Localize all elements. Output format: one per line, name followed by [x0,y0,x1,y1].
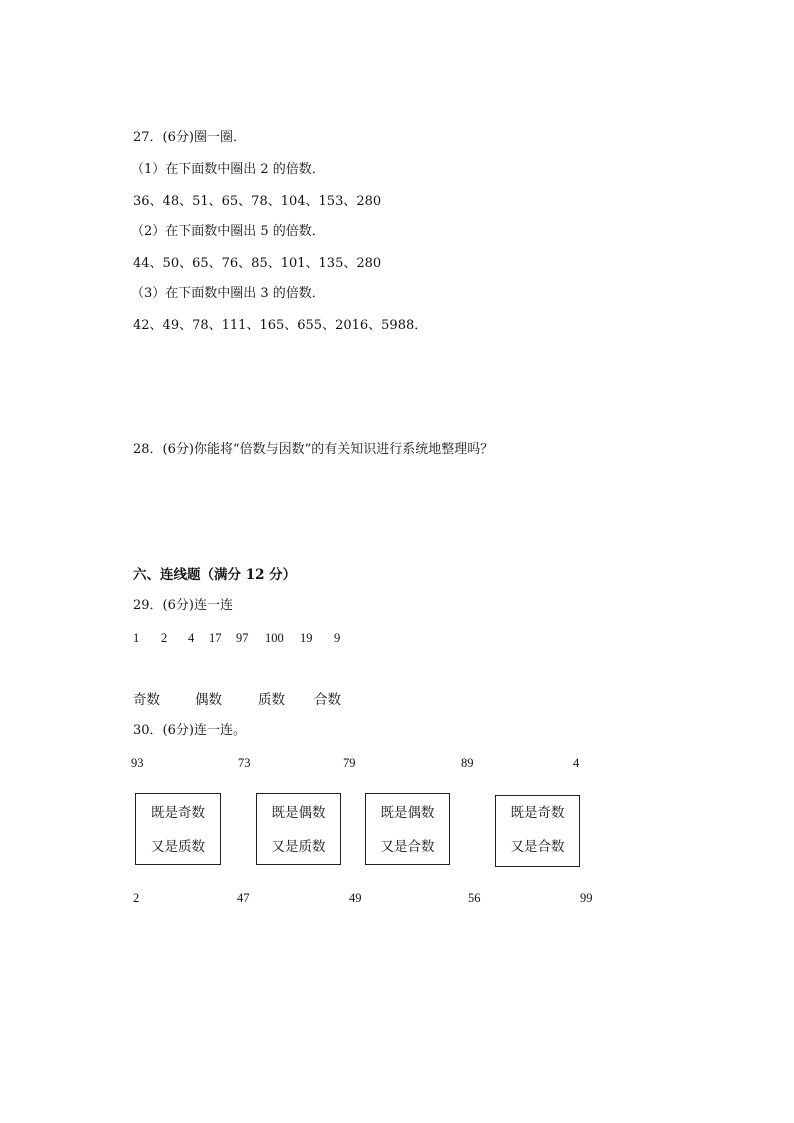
q29-number: 19 [300,631,313,645]
box-line-1: 既是偶数 [380,805,435,821]
q29-category: 质数 [258,692,285,708]
q30-top-number: 79 [343,756,356,770]
box-line-2: 又是质数 [151,839,205,855]
q27-part1-numbers: 36、48、51、65、78、104、153、280 [133,194,382,209]
box-line-1: 既是奇数 [151,805,205,821]
q30-bottom-number: 99 [580,891,593,905]
q30-top-number: 89 [461,756,474,770]
q27-part3-label: （3）在下面数中圈出 3 的倍数． [131,286,325,301]
q30-top-number: 4 [573,756,580,770]
q30-category-box [256,793,341,865]
q27-part3-numbers: 42、49、78、111、165、655、2016、5988． [133,318,428,333]
box-line-1: 既是奇数 [510,805,565,821]
box-line-1: 既是偶数 [271,805,326,821]
q29-number: 9 [334,631,341,645]
q27-part2-label: （2）在下面数中圈出 5 的倍数． [131,224,325,239]
section-6-title: 六、连线题（满分 12 分） [133,567,297,583]
q29-category: 奇数 [133,692,160,708]
q29-number: 100 [265,631,284,645]
q30-bottom-number: 56 [468,891,481,905]
q29-number: 1 [133,631,140,645]
q30-top-number: 73 [238,756,251,770]
q27-part2-numbers: 44、50、65、76、85、101、135、280 [133,256,382,271]
q29-number: 97 [236,631,249,645]
q30-category-box [135,793,221,865]
q30-bottom-number: 49 [349,891,362,905]
q27-title: 27．(6分)圈一圈． [133,130,246,145]
q30-top-number: 93 [131,756,144,770]
q27-part1-label: （1）在下面数中圈出 2 的倍数． [131,162,325,177]
q30-title: 30．(6分)连一连。 [133,723,246,738]
box-line-2: 又是质数 [271,839,326,855]
box-line-2: 又是合数 [380,839,435,855]
q29-category: 偶数 [195,692,222,708]
q28-title: 28．(6分)你能将“倍数与因数”的有关知识进行系统地整理吗？ [133,442,494,457]
q30-category-box [495,795,580,867]
box-line-2: 又是合数 [510,839,565,855]
q29-title: 29．(6分)连一连 [133,598,233,613]
q30-bottom-number: 2 [133,891,140,905]
q29-number: 17 [209,631,222,645]
q29-category: 合数 [314,692,341,708]
q29-number: 4 [188,631,195,645]
q30-bottom-number: 47 [237,891,250,905]
q29-number: 2 [161,631,168,645]
q30-category-box [365,793,450,865]
